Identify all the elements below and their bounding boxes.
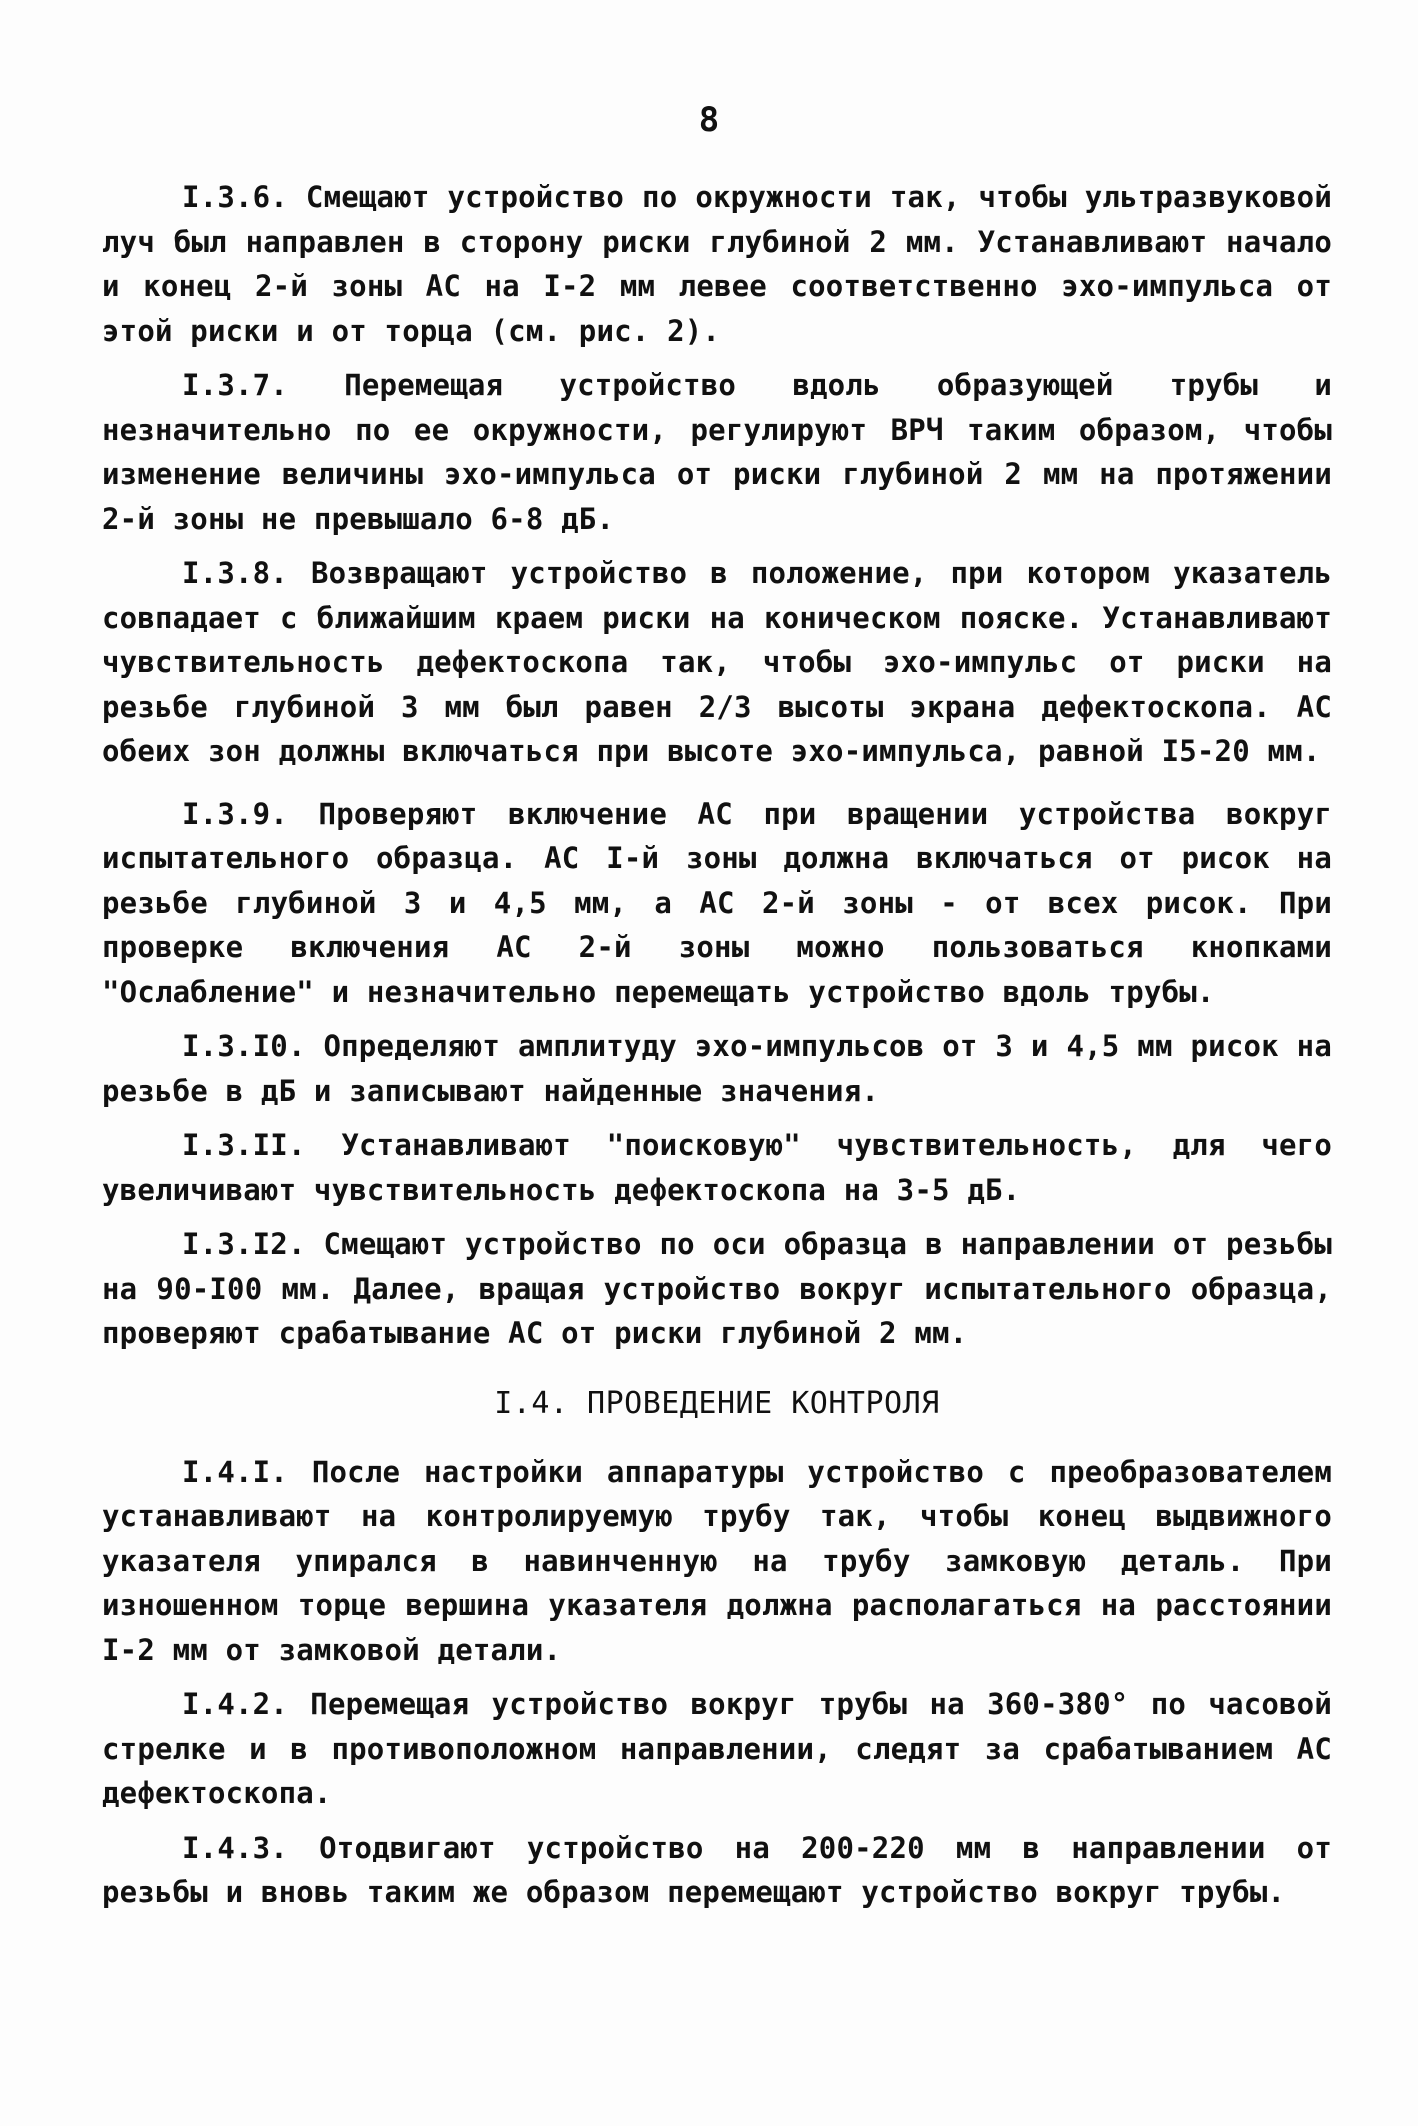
paragraph-1-4-3: I.4.3. Отодвигают устройство на 200-220 мм в направлении от резьбы и вновь таким же образом перемещают устройство вокруг трубы.: [102, 1830, 1332, 1909]
page-content: [102, 175, 1332, 1925]
paragraph-1-3-10: I.3.I0. Определяют амплитуду эхо-импульсов от 3 и 4,5 мм рисок на резьбе в дБ и записывают найденные значения.: [102, 1029, 1332, 1108]
paragraph-1-3-12: I.3.I2. Смещают устройство по оси образца в направлении от резьбы на 90-I00 мм. Далее, вращая устройство вокруг испытательного образца, проверяют срабатывание АС от риски глубиной 2 мм.: [102, 1227, 1332, 1350]
section-heading-1-4: I.4. ПРОВЕДЕНИЕ КОНТРОЛЯ: [494, 1385, 940, 1421]
paragraph-1-3-8: I.3.8. Возвращают устройство в положение, при котором указатель совпадает с ближайшим краем риски на коническом пояске. Устанавливают чувствительность дефектоскопа так, чтобы эхо-импульс от риски на резьбе глубиной 3 мм был равен 2/3 высоты экрана дефектоскопа. АС обеих зон должны включаться при высоте эхо-импульса, равной I5-20 мм.: [102, 556, 1332, 768]
paragraph-1-4-1: I.4.I. После настройки аппаратуры устройство с преобразователем устанавливают на контролируемую трубу так, чтобы конец выдвижного указателя упирался в навинченную на трубу замковую деталь. При изношенном торце вершина указателя должна располагаться на расстоянии I-2 мм от замковой детали.: [102, 1454, 1332, 1667]
paragraph-1-3-6: I.3.6. Смещают устройство по окружности так, чтобы ультразвуковой луч был направлен в сторону риски глубиной 2 мм. Устанавливают начало и конец 2-й зоны АС на I-2 мм левее соответственно эхо-импульса от этой риски и от торца (см. рис. 2).: [102, 180, 1332, 348]
page-number: 8: [698, 100, 720, 140]
paragraph-1-4-2: I.4.2. Перемещая устройство вокруг трубы на 360-380° по часовой стрелке и в противоположном направлении, следят за срабатыванием АС дефектоскопа.: [102, 1687, 1332, 1810]
paragraph-1-3-7: I.3.7. Перемещая устройство вдоль образующей трубы и незначительно по ее окружности, регулируют ВРЧ таким образом, чтобы изменение величины эхо-импульса от риски глубиной 2 мм на протяжении 2-й зоны не превышало 6-8 дБ.: [102, 368, 1332, 536]
paragraph-1-3-11: I.3.II. Устанавливают "поисковую" чувствительность, для чего увеличивают чувствительность дефектоскопа на 3-5 дБ.: [102, 1128, 1332, 1207]
paragraph-1-3-9: I.3.9. Проверяют включение АС при вращении устройства вокруг испытательного образца. АС I-й зоны должна включаться от рисок на резьбе глубиной 3 и 4,5 мм, а АС 2-й зоны - от всех рисок. При проверке включения АС 2-й зоны можно пользоваться кнопками "Ослабление" и незначительно перемещать устройство вдоль трубы.: [102, 796, 1332, 1009]
